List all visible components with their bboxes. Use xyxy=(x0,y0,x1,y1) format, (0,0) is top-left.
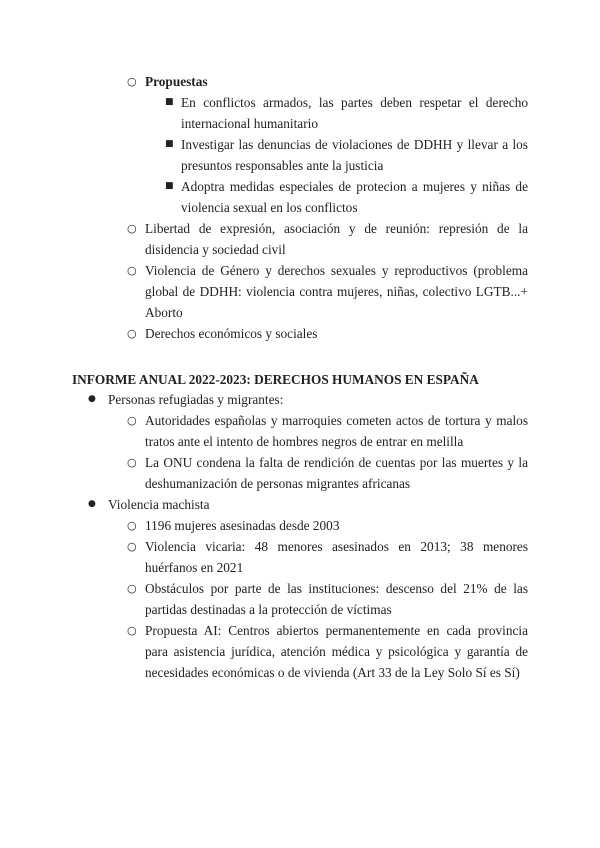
list-item xyxy=(127,410,528,452)
list-item xyxy=(165,134,528,176)
circle-bullet-icon: ○ xyxy=(127,582,137,595)
circle-bullet-icon: ○ xyxy=(127,222,137,235)
list-item-text: 1196 mujeres asesinadas desde 2003 xyxy=(145,518,340,533)
list-item-text: En conflictos armados, las partes deben respetar el derecho internacional humanitario xyxy=(181,95,528,131)
disc-bullet-icon: ● xyxy=(88,499,96,509)
circle-bullet-icon: ○ xyxy=(127,264,137,277)
list-item-text: Violencia de Género y derechos sexuales y reproductivos (problema global de DDHH: violencia contra mujeres, niñas, colectivo LGTB...+ Aborto xyxy=(145,263,528,320)
list-item xyxy=(165,92,528,134)
list-item xyxy=(127,515,528,536)
list-item-text: Violencia machista xyxy=(108,497,210,512)
list-item xyxy=(127,218,528,260)
list-item-text: La ONU condena la falta de rendición de cuentas por las muertes y la deshumanización de personas migrantes africanas xyxy=(145,455,528,491)
list-item xyxy=(127,578,528,620)
list-item xyxy=(127,536,528,578)
list-item xyxy=(127,620,528,683)
square-bullet-icon: ■ xyxy=(165,139,174,149)
list-item-text: Autoridades españolas y marroquies cometen actos de tortura y malos tratos ante el intento de hombres negros de entrar en melilla xyxy=(145,413,528,449)
list-item-text: Personas refugiadas y migrantes: xyxy=(108,392,284,407)
list-item xyxy=(127,323,528,344)
list-item-text: Investigar las denuncias de violaciones de DDHH y llevar a los presuntos responsables ante la justicia xyxy=(181,137,528,173)
square-bullet-icon: ■ xyxy=(165,181,174,191)
circle-bullet-icon: ○ xyxy=(127,456,137,469)
list-item-text: Derechos económicos y sociales xyxy=(145,326,318,341)
list-item xyxy=(127,260,528,323)
square-bullet-icon: ■ xyxy=(165,97,174,107)
list-item-text: Obstáculos por parte de las instituciones: descenso del 21% de las partidas destinadas a la protección de víctimas xyxy=(145,581,528,617)
circle-bullet-icon: ○ xyxy=(127,414,137,427)
list-item-violencia-machista xyxy=(88,494,528,515)
list-item-propuestas xyxy=(127,71,528,92)
circle-bullet-icon: ○ xyxy=(127,327,137,340)
disc-bullet-icon: ● xyxy=(88,394,96,404)
list-item-text: Violencia vicaria: 48 menores asesinados en 2013; 38 menores huérfanos en 2021 xyxy=(145,539,528,575)
section-heading: INFORME ANUAL 2022-2023: DERECHOS HUMANOS EN ESPAÑA xyxy=(72,372,479,387)
list-item-text: Propuesta AI: Centros abiertos permanentemente en cada provincia para asistencia jurídica, atención médica y psicológica y garantía de necesidades económicas o de vivienda (Art 33 de la Ley Solo Sí es Sí) xyxy=(145,623,528,680)
circle-bullet-icon: ○ xyxy=(127,75,137,88)
list-item xyxy=(127,452,528,494)
list-item xyxy=(165,176,528,218)
list-item-text: Adoptra medidas especiales de protecion a mujeres y niñas de violencia sexual en los conflictos xyxy=(181,179,528,215)
propuestas-title: Propuestas xyxy=(145,74,208,89)
circle-bullet-icon: ○ xyxy=(127,540,137,553)
list-item-refugiadas xyxy=(88,389,528,410)
circle-bullet-icon: ○ xyxy=(127,519,137,532)
circle-bullet-icon: ○ xyxy=(127,624,137,637)
list-item-text: Libertad de expresión, asociación y de reunión: represión de la disidencia y sociedad civil xyxy=(145,221,528,257)
